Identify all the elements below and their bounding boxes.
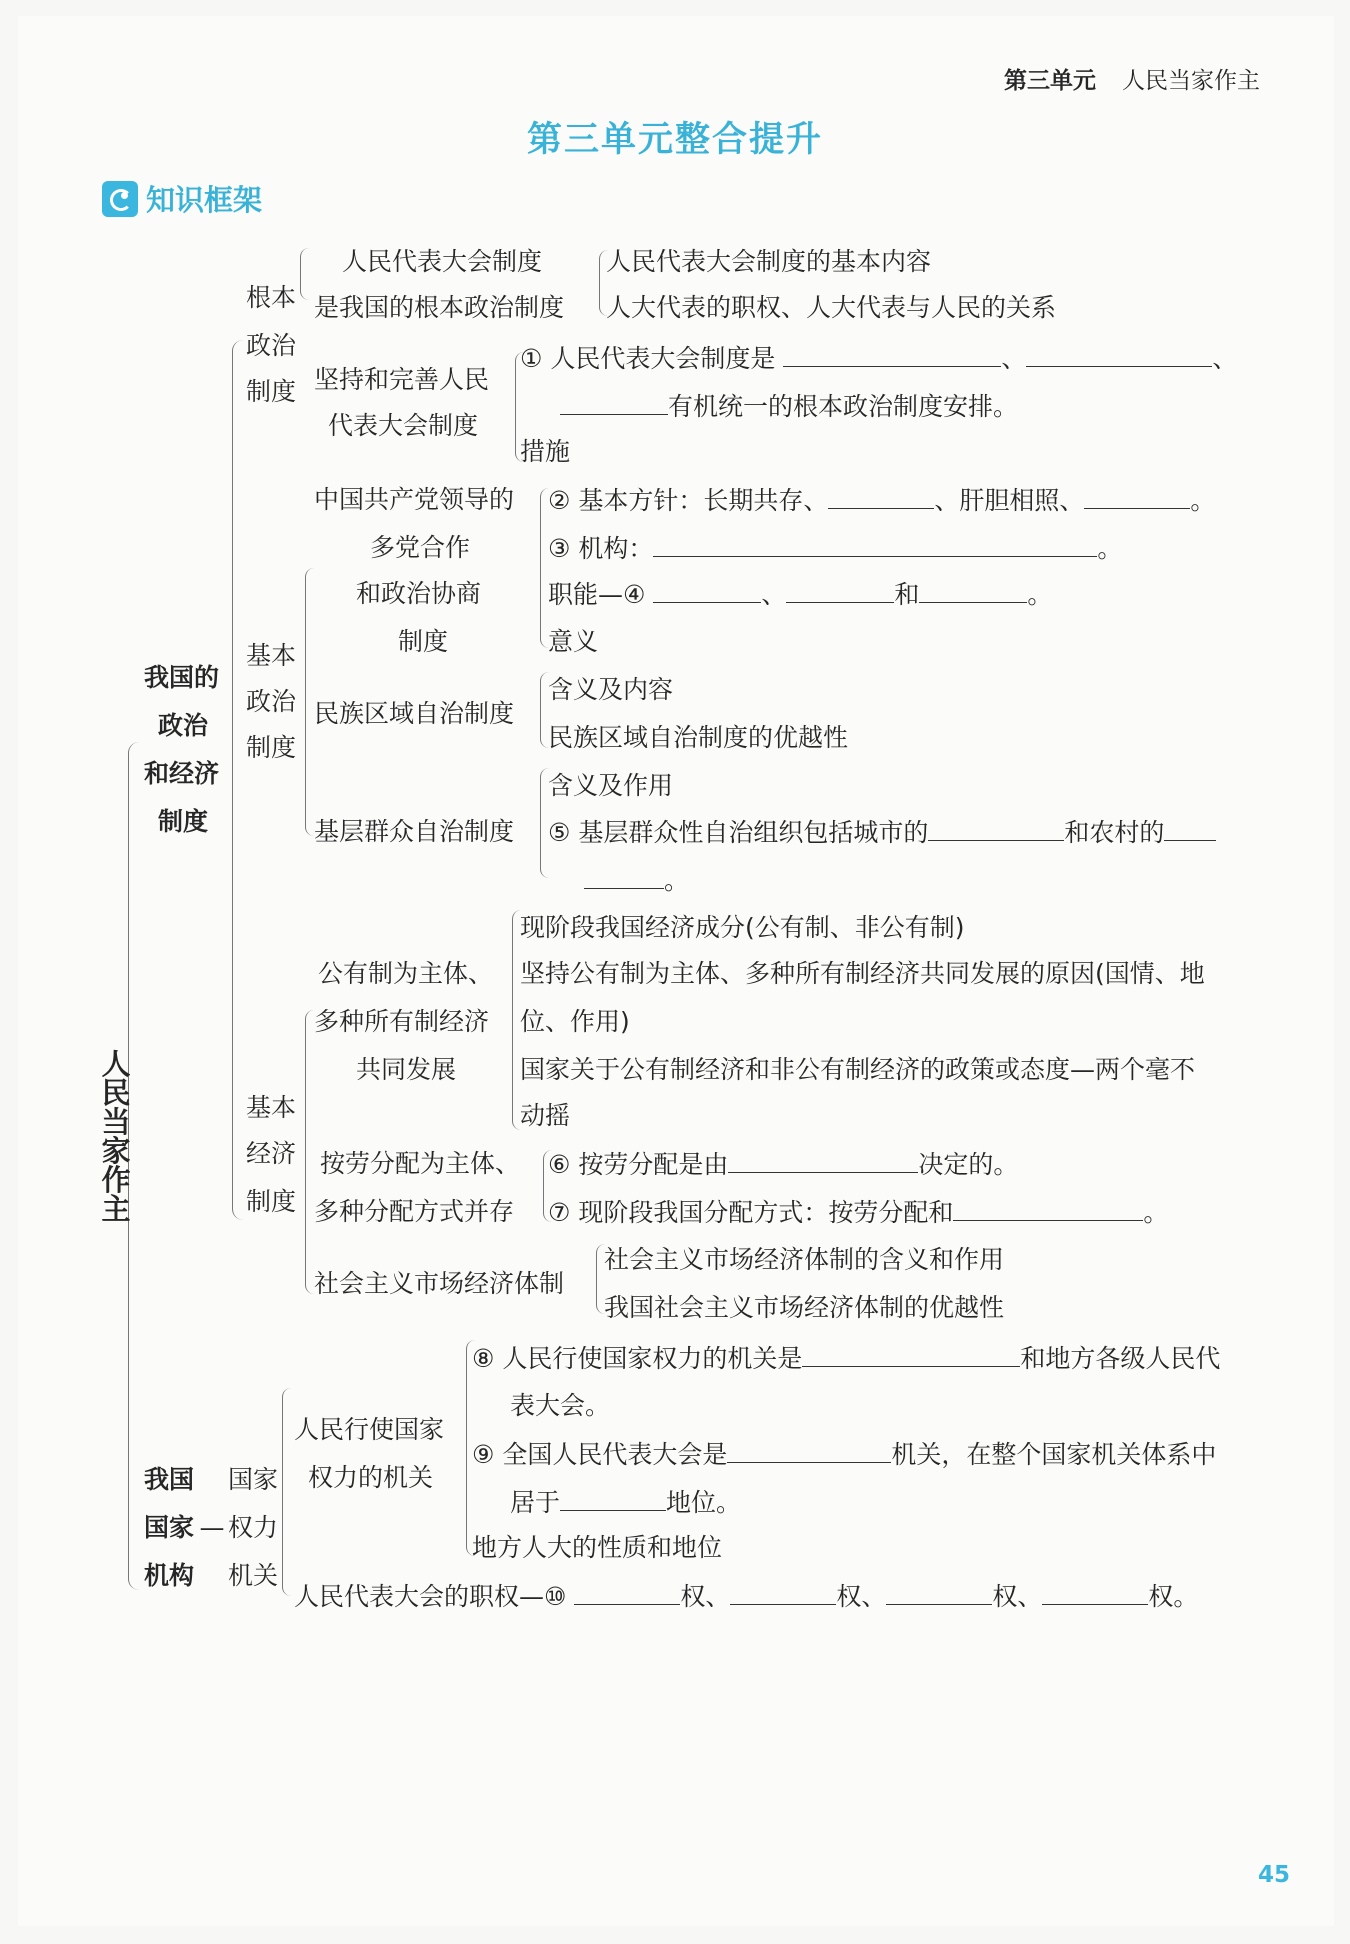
q3-blank[interactable] xyxy=(653,532,1097,557)
root-node: 人民当家作主 xyxy=(101,1047,131,1226)
q4-blank-2[interactable] xyxy=(786,578,894,603)
ethnic-label: 民族区域自治制度 xyxy=(314,699,515,728)
basic-political-line2: 政治 xyxy=(246,687,297,716)
q7-text-b: 。 xyxy=(1143,1198,1169,1227)
q9-line2 xyxy=(510,1486,741,1519)
q4-text-c: 和 xyxy=(894,580,920,609)
q5-blank-2a[interactable] xyxy=(1164,816,1216,841)
basic-economic-line2: 经济 xyxy=(246,1139,297,1168)
knowledge-icon xyxy=(102,181,138,217)
q9-blank-2[interactable] xyxy=(560,1486,666,1511)
q1-text-2: 有机统一的根本政治制度安排。 xyxy=(668,392,1019,421)
q2-text-c: 。 xyxy=(1190,486,1216,515)
branch2-brace xyxy=(282,1388,291,1596)
q9-text-c: 居于 xyxy=(510,1488,561,1517)
q3-line xyxy=(548,532,1122,565)
market-item-1: 社会主义市场经济体制的含义和作用 xyxy=(604,1245,1005,1274)
page-title: 第三单元整合提升 xyxy=(526,120,823,160)
q10-blank-2[interactable] xyxy=(730,1580,836,1605)
q1-line1 xyxy=(520,342,1237,375)
branch1-line1: 我国的 xyxy=(144,663,220,692)
ownership-line2: 多种所有制经济 xyxy=(314,1007,490,1036)
page-number: 45 xyxy=(1257,1862,1290,1888)
q7-blank[interactable] xyxy=(953,1196,1143,1221)
fundamental-line1: 根本 xyxy=(246,283,297,312)
section-label: 知识框架 xyxy=(146,183,263,217)
q9-text-a: ⑨ 全国人民代表大会是 xyxy=(472,1440,728,1469)
basic-political-brace xyxy=(305,568,314,836)
q4-blank-3[interactable] xyxy=(919,578,1027,603)
q10-blank-1[interactable] xyxy=(574,1580,680,1605)
branch1-brace xyxy=(232,340,243,1220)
q2-blank-1[interactable] xyxy=(828,484,934,509)
cpc-line3: 和政治协商 xyxy=(356,579,482,608)
distribution-line1: 按劳分配为主体、 xyxy=(320,1149,521,1178)
q9-text-d: 地位。 xyxy=(666,1488,742,1517)
q9-line1 xyxy=(472,1438,1216,1471)
q6-line xyxy=(548,1148,1018,1181)
significance-label: 意义 xyxy=(548,627,599,656)
header-title: 人民当家作主 xyxy=(1122,68,1260,94)
running-header xyxy=(1004,66,1260,96)
q8-blank[interactable] xyxy=(802,1342,1020,1367)
cpc-line4: 制度 xyxy=(398,627,449,656)
q10-blank-3[interactable] xyxy=(886,1580,992,1605)
ethnic-item-1: 含义及内容 xyxy=(548,675,674,704)
q5-line2 xyxy=(584,864,689,897)
branch2-dash: — xyxy=(199,1513,225,1542)
q9-text-b: 机关，在整个国家机关体系中 xyxy=(891,1440,1217,1469)
q5-text-b: 和农村的 xyxy=(1064,818,1165,847)
q8-line2: 表大会。 xyxy=(510,1391,611,1420)
own-item-2-line1: 坚持公有制为主体、多种所有制经济共同发展的原因(国情、地 xyxy=(520,959,1205,988)
branch2-line1: 我国 xyxy=(144,1465,195,1494)
q10-end: 权。 xyxy=(1148,1582,1199,1611)
sub-label-line1: 国家 xyxy=(228,1465,279,1494)
branch2-line2: 国家 xyxy=(144,1513,195,1542)
local-npc-label: 地方人大的性质和地位 xyxy=(472,1533,723,1562)
header-unit: 第三单元 xyxy=(1004,68,1096,94)
own-item-3-line2: 动摇 xyxy=(520,1101,571,1130)
npc-line1: 人民代表大会制度 xyxy=(342,247,543,276)
uphold-line2: 代表大会制度 xyxy=(328,411,479,440)
grassroots-item-1: 含义及作用 xyxy=(548,771,674,800)
q2-blank-2[interactable] xyxy=(1084,484,1190,509)
q2-text-b: 、肝胆相照、 xyxy=(934,486,1085,515)
branch2-line3: 机构 xyxy=(144,1561,195,1590)
cpc-line2: 多党合作 xyxy=(370,533,471,562)
q1-text: ① 人民代表大会制度是 xyxy=(520,344,776,373)
q10-text: 人民代表大会的职权—⑩ xyxy=(294,1582,567,1611)
q2-line xyxy=(548,484,1215,517)
q10-line xyxy=(294,1580,1198,1613)
q4-text-b: 、 xyxy=(761,580,787,609)
fundamental-line3: 制度 xyxy=(246,377,297,406)
q3-text-a: ③ 机构： xyxy=(548,534,654,563)
q5-blank-1[interactable] xyxy=(928,816,1064,841)
q5-text-c: 。 xyxy=(664,866,690,895)
own-item-3-line1: 国家关于公有制经济和非公有制经济的政策或态度—两个毫不 xyxy=(520,1055,1196,1084)
q1-sep-2: 、 xyxy=(1212,344,1238,373)
q9-blank-1[interactable] xyxy=(727,1438,891,1463)
market-label: 社会主义市场经济体制 xyxy=(314,1269,565,1298)
fundamental-line2: 政治 xyxy=(246,331,297,360)
q4-text-d: 。 xyxy=(1027,580,1053,609)
q10-blank-4[interactable] xyxy=(1042,1580,1148,1605)
q10-unit-1: 权、 xyxy=(680,1582,731,1611)
measures-label: 措施 xyxy=(520,437,571,466)
q4-text-a: 职能—④ xyxy=(548,580,646,609)
distribution-line2: 多种分配方式并存 xyxy=(314,1197,515,1226)
sub-label-line2: 权力 xyxy=(228,1513,279,1542)
basic-economic-line3: 制度 xyxy=(246,1187,297,1216)
basic-political-line3: 制度 xyxy=(246,733,297,762)
organ-line2: 权力的机关 xyxy=(308,1463,434,1492)
npc-item-2: 人大代表的职权、人大代表与人民的关系 xyxy=(606,293,1057,322)
q4-line xyxy=(548,578,1052,611)
uphold-line1: 坚持和完善人民 xyxy=(314,365,490,394)
q6-blank[interactable] xyxy=(728,1148,918,1173)
branch1-line2: 政治 xyxy=(158,711,209,740)
q7-text-a: ⑦ 现阶段我国分配方式：按劳分配和 xyxy=(548,1198,954,1227)
section-heading xyxy=(102,178,262,219)
ethnic-item-2: 民族区域自治制度的优越性 xyxy=(548,723,849,752)
q3-text-b: 。 xyxy=(1097,534,1123,563)
q10-unit-2: 权、 xyxy=(836,1582,887,1611)
q8-text-a: ⑧ 人民行使国家权力的机关是 xyxy=(472,1344,803,1373)
fundamental-brace xyxy=(300,248,309,300)
q5-text-a: ⑤ 基层群众性自治组织包括城市的 xyxy=(548,818,929,847)
ownership-line3: 共同发展 xyxy=(356,1055,457,1084)
q2-text-a: ② 基本方针：长期共存、 xyxy=(548,486,829,515)
q5-line1 xyxy=(548,816,1216,849)
basic-economic-brace xyxy=(305,1010,314,1294)
q5-blank-2b[interactable] xyxy=(584,864,664,889)
basic-economic-line1: 基本 xyxy=(246,1093,297,1122)
q1-blank-2[interactable] xyxy=(1026,342,1212,367)
q4-blank-1[interactable] xyxy=(653,578,761,603)
organ-line1: 人民行使国家 xyxy=(294,1415,445,1444)
basic-political-line1: 基本 xyxy=(246,641,297,670)
branch1-line3: 和经济 xyxy=(144,759,220,788)
cpc-line1: 中国共产党领导的 xyxy=(314,485,515,514)
q10-unit-3: 权、 xyxy=(992,1582,1043,1611)
q6-text-b: 决定的。 xyxy=(918,1150,1019,1179)
q6-text-a: ⑥ 按劳分配是由 xyxy=(548,1150,729,1179)
market-item-2: 我国社会主义市场经济体制的优越性 xyxy=(604,1293,1005,1322)
own-item-2-line2: 位、作用) xyxy=(520,1007,630,1036)
q1-blank-1[interactable] xyxy=(783,342,1001,367)
own-item-1: 现阶段我国经济成分(公有制、非公有制) xyxy=(520,913,965,942)
q7-line xyxy=(548,1196,1168,1229)
q8-line1 xyxy=(472,1342,1220,1375)
ownership-line1: 公有制为主体、 xyxy=(318,959,494,988)
q1-blank-3[interactable] xyxy=(560,390,668,415)
q1-line2 xyxy=(560,390,1018,423)
q8-text-b: 和地方各级人民代 xyxy=(1020,1344,1221,1373)
grassroots-label: 基层群众自治制度 xyxy=(314,817,515,846)
sub-label-line3: 机关 xyxy=(228,1561,279,1590)
q1-sep-1: 、 xyxy=(1001,344,1027,373)
npc-item-1: 人民代表大会制度的基本内容 xyxy=(606,247,932,276)
npc-line2: 是我国的根本政治制度 xyxy=(314,293,565,322)
branch1-line4: 制度 xyxy=(158,807,209,836)
